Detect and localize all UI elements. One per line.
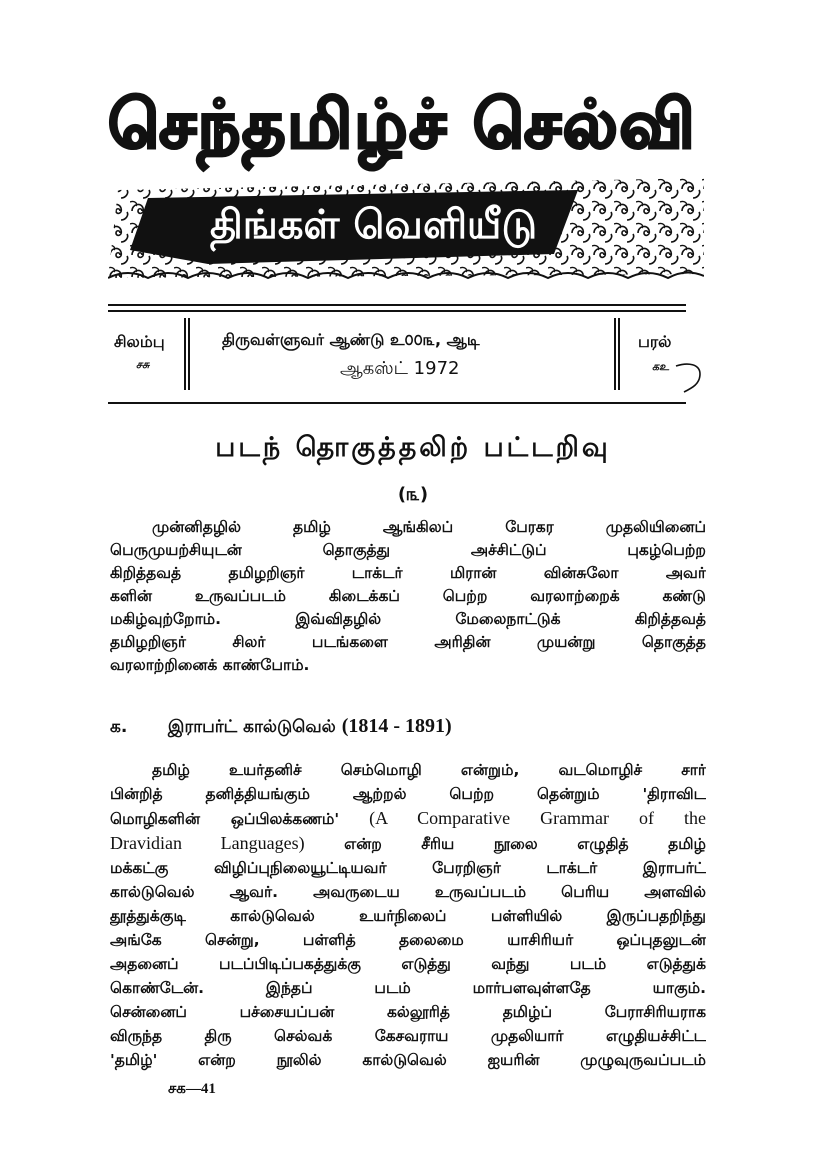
- intro-line: மகிழ்வுற்றோம். இவ்விதழில் மேலைநாட்டுக் கிறித்தவத்: [110, 610, 706, 628]
- body-line-tamil: என்ற சீரிய நூலை எழுதித் தமிழ்: [304, 835, 706, 853]
- section-name: இராபர்ட் கால்டுவெல்: [167, 717, 336, 737]
- intro-line: முன்னிதழில் தமிழ் ஆங்கிலப் பேரகர முதலியினைப்: [152, 518, 706, 536]
- body-line-english: (A Comparative Grammar of the: [339, 808, 706, 828]
- masthead-title: செந்தமிழ்ச் செல்வி: [108, 86, 697, 163]
- divider-right: [614, 318, 620, 390]
- body-line: [110, 806, 706, 831]
- volume-number: சசு: [136, 358, 150, 371]
- body-line: தூத்துக்குடி கால்டுவெல் உயர்நிலைப் பள்ளியில் இருப்பதறிந்து: [110, 907, 706, 925]
- body-paragraph: [110, 758, 706, 1072]
- section-heading: [110, 715, 706, 739]
- body-line-english: Dravidian Languages): [110, 833, 305, 853]
- intro-paragraph: [110, 516, 706, 677]
- body-line: பின்றித் தனித்தியங்கும் ஆற்றல் பெற்ற தென்றும் 'திராவிட: [110, 785, 706, 803]
- intro-line: பெருமுயற்சியுடன் தொகுத்து அச்சிட்டுப் புகழ்பெற்ற: [110, 541, 706, 559]
- body-line: அங்கே சென்று, பள்ளித் தலைமை யாசிரியர் ஒப்புதலுடன்: [110, 931, 706, 949]
- body-line: அதனைப் படப்பிடிப்பகத்துக்கு எடுத்து வந்து படம் எடுத்துக்: [110, 955, 706, 973]
- body-line: கால்டுவெல் ஆவர். அவருடைய உருவப்படம் பெரிய அளவில்: [110, 883, 706, 901]
- section-number: க.: [110, 717, 128, 737]
- body-line: சென்னைப் பச்சையப்பன் கல்லூரித் தமிழ்ப் பேராசிரியராக: [110, 1003, 706, 1021]
- article-title: படந் தொகுத்தலிற் பட்டறிவு: [215, 432, 611, 463]
- body-line-tamil: மொழிகளின் ஒப்பிலக்கணம்': [110, 810, 340, 828]
- masthead-subtitle: திங்கள் வெளியீடு: [210, 202, 538, 248]
- hand-mark-icon: [674, 358, 708, 396]
- body-line: மக்கட்கு விழிப்புநிலையூட்டியவர் பேரறிஞர் டாக்டர் இராபர்ட்: [110, 859, 706, 877]
- part-label: பரல்: [638, 332, 672, 351]
- body-line: கொண்டேன். இந்தப் படம் மார்பளவுள்ளதே யாகும்.: [110, 979, 706, 997]
- page-folio: சக—41: [168, 1081, 216, 1097]
- intro-line: கிறித்தவத் தமிழறிஞர் டாக்டர் மிரான் வின்சுலோ அவர்: [110, 564, 706, 582]
- intro-line: தமிழறிஞர் சிலர் படங்களை அரிதின் முயன்று தொகுத்த: [110, 633, 706, 651]
- body-line: விருந்த திரு செல்வக் கேசவராய முதலியார் எழுதியச்சிட்ட: [110, 1027, 706, 1045]
- bottom-rule: [108, 402, 686, 404]
- intro-line: வரலாற்றினைக் காண்போம்.: [110, 656, 310, 674]
- top-rule-inner: [108, 310, 686, 312]
- divider-left: [184, 318, 190, 390]
- volume-label: சிலம்பு: [114, 332, 165, 351]
- body-line: 'தமிழ்' என்ற நூலில் கால்டுவெல் ஐயரின் முழுவுருவப்படம்: [110, 1051, 706, 1069]
- issue-date: ஆகஸ்ட் 1972: [340, 358, 460, 379]
- article-instalment: (௩): [397, 484, 429, 505]
- section-years: (1814 - 1891): [341, 715, 452, 737]
- top-rule: [108, 304, 686, 306]
- intro-line: களின் உருவப்படம் கிடைக்கப் பெற்ற வரலாற்றைக் கண்டு: [110, 587, 706, 605]
- body-line: தமிழ் உயர்தனிச் செம்மொழி என்றும், வடமொழிச் சார்: [152, 761, 706, 779]
- body-line: [110, 831, 706, 856]
- issue-era: திருவள்ளுவர் ஆண்டு உ௦௦௩, ஆடி: [222, 330, 480, 349]
- part-number: கஉ: [652, 360, 670, 373]
